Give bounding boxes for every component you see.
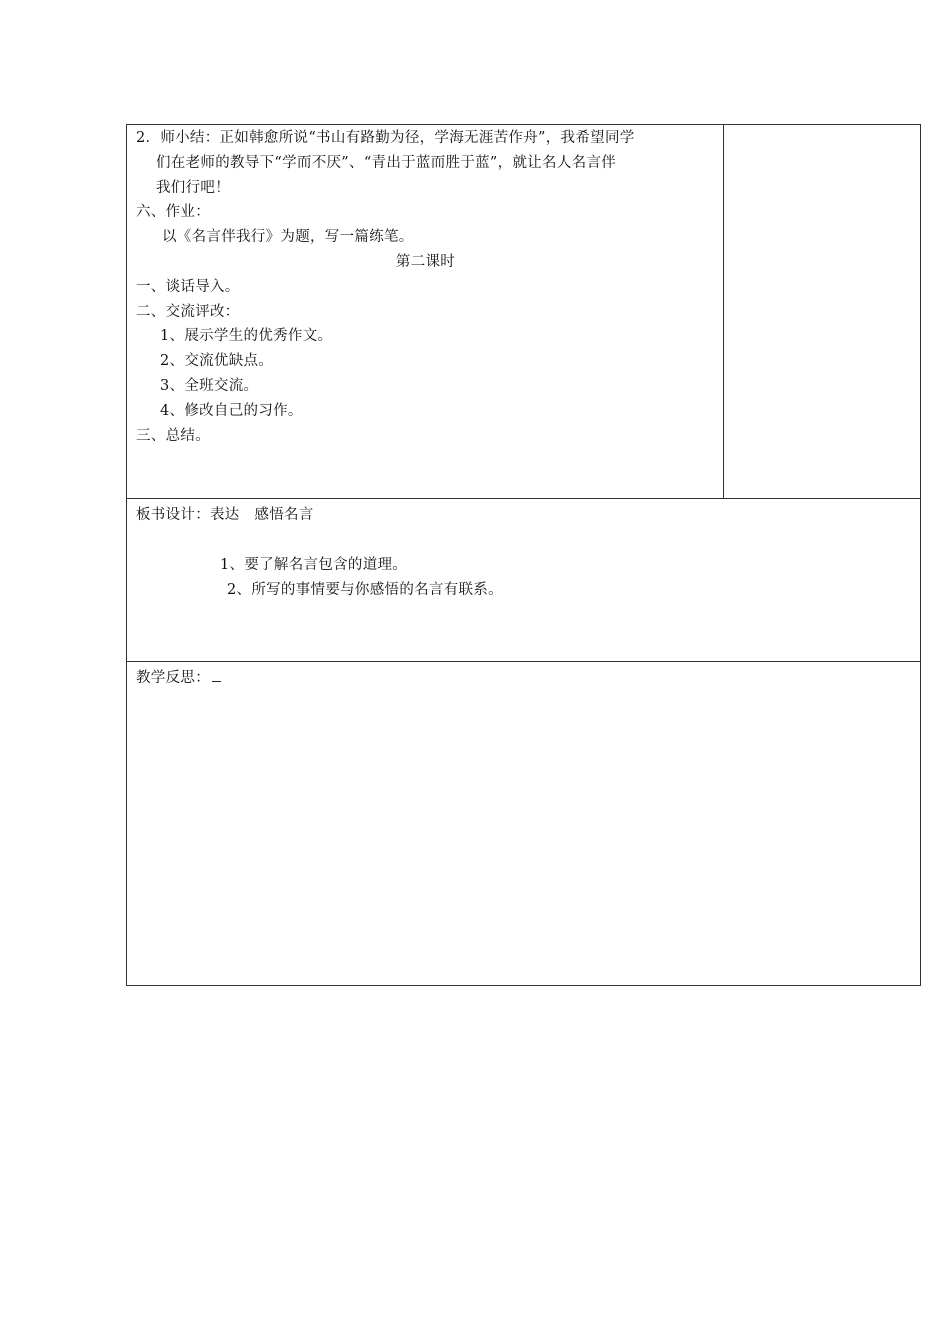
summary-line-2: 们在老师的教导下“学而不厌”、“青出于蓝而胜于蓝”，就让名人名言伴 bbox=[156, 154, 617, 171]
homework-text: 以《名言伴我行》为题，写一篇练笔。 bbox=[162, 229, 414, 246]
board-design-title: 板书设计：表达 感悟名言 bbox=[136, 507, 314, 523]
step-intro: 一、谈话导入。 bbox=[136, 278, 240, 295]
review-item-2: 2、交流优缺点。 bbox=[160, 353, 274, 370]
reflection-title: 教学反思： bbox=[136, 670, 210, 686]
reflection-cell bbox=[127, 662, 920, 985]
lesson-plan-table bbox=[126, 124, 921, 986]
step-summary: 三、总结。 bbox=[136, 427, 210, 444]
blank-underline bbox=[212, 668, 221, 682]
summary-line-3: 我们行吧！ bbox=[156, 179, 230, 196]
homework-heading: 六、作业： bbox=[136, 204, 210, 221]
second-lesson-heading: 第二课时 bbox=[395, 253, 456, 270]
review-item-3: 3、全班交流。 bbox=[160, 377, 259, 394]
summary-line-1: 2．师小结：正如韩愈所说“书山有路勤为径，学海无涯苦作舟”，我希望同学 bbox=[136, 130, 635, 146]
notes-cell bbox=[724, 125, 920, 498]
board-design-item-1: 1、要了解名言包含的道理。 bbox=[220, 556, 408, 573]
board-design-item-2: 2、所写的事情要与你感悟的名言有联系。 bbox=[227, 581, 503, 598]
review-item-4: 4、修改自己的习作。 bbox=[160, 402, 303, 419]
reflection-label bbox=[136, 666, 911, 691]
review-item-1: 1、展示学生的优秀作文。 bbox=[160, 328, 333, 345]
lesson-content-row bbox=[127, 125, 920, 499]
step-review-heading: 二、交流评改： bbox=[136, 303, 240, 320]
board-design-cell bbox=[127, 499, 920, 662]
lesson-content-cell bbox=[127, 125, 724, 498]
